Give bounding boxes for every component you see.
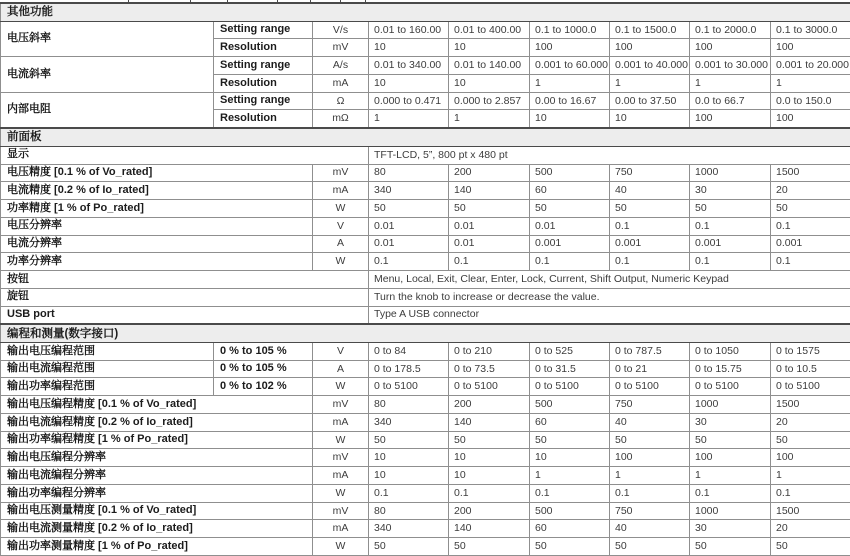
value-cell: 0.1 (690, 253, 771, 271)
spec-table-body (1, 3, 850, 555)
value-cell: 100 (771, 449, 850, 467)
value-cell: 0 to 5100 (449, 378, 530, 396)
row-label: 输出功率编程分辨率 (1, 484, 313, 502)
row-label: 功率精度 [1 % of Po_rated] (1, 200, 313, 218)
full-span-value: Menu, Local, Exit, Clear, Enter, Lock, Current, Shift Output, Numeric Keypad (369, 271, 850, 289)
value-cell: 0 to 15.75 (690, 360, 771, 378)
value-cell: 0.1 to 1000.0 (530, 21, 610, 39)
value-cell: 0.1 (530, 484, 610, 502)
value-cell: 0.01 to 140.00 (449, 57, 530, 75)
value-cell: 0 to 84 (369, 342, 449, 360)
value-cell: 0 to 787.5 (610, 342, 690, 360)
unit-cell: A (313, 235, 369, 253)
row-label: 输出功率编程范围 (1, 378, 214, 396)
value-cell: 0 to 1050 (690, 342, 771, 360)
value-cell: 0 to 525 (530, 342, 610, 360)
table-row (1, 396, 850, 414)
value-cell: 40 (610, 413, 690, 431)
value-cell: 0.1 (369, 253, 449, 271)
value-cell: 0.001 to 60.000 (530, 57, 610, 75)
table-row (1, 164, 850, 182)
row-label: 电压精度 [0.1 % of Vo_rated] (1, 164, 313, 182)
section-header: 前面板 (1, 128, 850, 146)
table-row (1, 288, 850, 306)
value-cell: 50 (610, 431, 690, 449)
value-cell: 50 (771, 431, 850, 449)
sub-label: Resolution (214, 110, 313, 128)
unit-cell: mA (313, 74, 369, 92)
unit-cell: V (313, 342, 369, 360)
value-cell: 0 to 10.5 (771, 360, 850, 378)
value-cell: 60 (530, 182, 610, 200)
value-cell: 1 (530, 467, 610, 485)
value-cell: 200 (449, 396, 530, 414)
value-cell: 0.1 (530, 253, 610, 271)
row-label: 输出电压编程精度 [0.1 % of Vo_rated] (1, 396, 313, 414)
full-span-value: Turn the knob to increase or decrease the value. (369, 288, 850, 306)
value-cell: 0.01 (449, 235, 530, 253)
unit-cell: mA (313, 467, 369, 485)
value-cell: 10 (449, 467, 530, 485)
row-label: 功率分辨率 (1, 253, 313, 271)
value-cell: 0 to 5100 (369, 378, 449, 396)
value-cell: 0.001 (771, 235, 850, 253)
row-label: 输出电流测量精度 [0.2 % of Io_rated] (1, 520, 313, 538)
value-cell: 1 (610, 74, 690, 92)
value-cell: 60 (530, 413, 610, 431)
value-cell: 100 (690, 39, 771, 57)
table-row (1, 92, 850, 110)
value-cell: 80 (369, 502, 449, 520)
value-cell: 10 (369, 467, 449, 485)
row-label: 输出电压编程范围 (1, 342, 214, 360)
table-row (1, 538, 850, 556)
unit-cell: W (313, 484, 369, 502)
value-cell: 0.01 to 160.00 (369, 21, 449, 39)
unit-cell: V (313, 217, 369, 235)
value-cell: 0.00 to 16.67 (530, 92, 610, 110)
value-cell: 0 to 73.5 (449, 360, 530, 378)
section-header: 其他功能 (1, 3, 850, 21)
value-cell: 0.0 to 150.0 (771, 92, 850, 110)
section-header: 编程和测量(数字接口) (1, 324, 850, 342)
table-row (1, 467, 850, 485)
sub-label: Resolution (214, 74, 313, 92)
section-header-row (1, 128, 850, 146)
value-cell: 30 (690, 413, 771, 431)
value-cell: 0.1 to 1500.0 (610, 21, 690, 39)
row-label: 按钮 (1, 271, 369, 289)
full-span-value: TFT-LCD, 5”, 800 pt x 480 pt (369, 146, 850, 164)
unit-cell: W (313, 253, 369, 271)
value-cell: 0.001 (610, 235, 690, 253)
value-cell: 50 (690, 200, 771, 218)
value-cell: 50 (449, 538, 530, 556)
value-cell: 10 (530, 110, 610, 128)
row-label: 电流分辨率 (1, 235, 313, 253)
value-cell: 1 (369, 110, 449, 128)
value-cell: 100 (771, 39, 850, 57)
value-cell: 60 (530, 520, 610, 538)
value-cell: 30 (690, 182, 771, 200)
value-cell: 0.1 (610, 253, 690, 271)
value-cell: 50 (530, 431, 610, 449)
value-cell: 500 (530, 396, 610, 414)
value-cell: 0.01 to 340.00 (369, 57, 449, 75)
value-cell: 100 (530, 39, 610, 57)
value-cell: 40 (610, 520, 690, 538)
value-cell: 1500 (771, 502, 850, 520)
value-cell: 0.1 to 3000.0 (771, 21, 850, 39)
unit-cell: mV (313, 39, 369, 57)
value-cell: 20 (771, 520, 850, 538)
table-row (1, 217, 850, 235)
value-cell: 0.01 (530, 217, 610, 235)
value-cell: 1000 (690, 396, 771, 414)
value-cell: 40 (610, 182, 690, 200)
value-cell: 100 (610, 39, 690, 57)
value-cell: 50 (449, 431, 530, 449)
value-cell: 1500 (771, 396, 850, 414)
unit-cell: W (313, 538, 369, 556)
row-label: 输出电压编程分辨率 (1, 449, 313, 467)
value-cell: 10 (369, 74, 449, 92)
value-cell: 0.1 (449, 484, 530, 502)
section-header-row (1, 3, 850, 21)
value-cell: 10 (449, 74, 530, 92)
value-cell: 30 (690, 520, 771, 538)
value-cell: 0 to 5100 (690, 378, 771, 396)
row-label: 电流斜率 (1, 57, 214, 93)
value-cell: 340 (369, 182, 449, 200)
section-header-row (1, 324, 850, 342)
value-cell: 0 to 5100 (530, 378, 610, 396)
unit-cell: W (313, 431, 369, 449)
sub-label: Resolution (214, 39, 313, 57)
value-cell: 100 (690, 110, 771, 128)
value-cell: 1000 (690, 164, 771, 182)
value-cell: 0.0 to 66.7 (690, 92, 771, 110)
table-row (1, 306, 850, 324)
table-row (1, 413, 850, 431)
value-cell: 140 (449, 413, 530, 431)
value-cell: 0.1 (771, 253, 850, 271)
value-cell: 10 (449, 449, 530, 467)
value-cell: 200 (449, 502, 530, 520)
row-label: 电压斜率 (1, 21, 214, 57)
value-cell: 1 (690, 74, 771, 92)
row-label: 内部电阻 (1, 92, 214, 128)
row-label: 输出电流编程精度 [0.2 % of Io_rated] (1, 413, 313, 431)
value-cell: 0.000 to 2.857 (449, 92, 530, 110)
table-row (1, 182, 850, 200)
value-cell: 0 to 178.5 (369, 360, 449, 378)
value-cell: 80 (369, 396, 449, 414)
unit-cell: mV (313, 502, 369, 520)
value-cell: 500 (530, 164, 610, 182)
value-cell: 0.01 (449, 217, 530, 235)
value-cell: 100 (610, 449, 690, 467)
value-cell: 0.001 to 40.000 (610, 57, 690, 75)
sub-label: Setting range (214, 92, 313, 110)
value-cell: 100 (690, 449, 771, 467)
value-cell: 50 (369, 538, 449, 556)
value-cell: 1 (771, 467, 850, 485)
unit-cell: mV (313, 449, 369, 467)
value-cell: 10 (449, 39, 530, 57)
value-cell: 50 (369, 200, 449, 218)
value-cell: 10 (530, 449, 610, 467)
value-cell: 50 (530, 538, 610, 556)
value-cell: 0.001 (530, 235, 610, 253)
value-cell: 50 (610, 538, 690, 556)
value-cell: 0.001 to 30.000 (690, 57, 771, 75)
value-cell: 140 (449, 182, 530, 200)
value-cell: 0.1 (610, 217, 690, 235)
value-cell: 140 (449, 520, 530, 538)
value-cell: 1 (771, 74, 850, 92)
sub-label: 0 % to 102 % (214, 378, 313, 396)
value-cell: 0.01 to 400.00 (449, 21, 530, 39)
value-cell: 0.1 (369, 484, 449, 502)
value-cell: 0 to 5100 (610, 378, 690, 396)
value-cell: 0.001 to 20.000 (771, 57, 850, 75)
value-cell: 0.1 (449, 253, 530, 271)
table-row (1, 271, 850, 289)
value-cell: 50 (771, 200, 850, 218)
table-row (1, 520, 850, 538)
value-cell: 10 (610, 110, 690, 128)
value-cell: 0.1 (610, 484, 690, 502)
sub-label: Setting range (214, 21, 313, 39)
value-cell: 750 (610, 396, 690, 414)
row-label: 输出电流编程范围 (1, 360, 214, 378)
value-cell: 0.000 to 0.471 (369, 92, 449, 110)
unit-cell: mV (313, 396, 369, 414)
table-row (1, 431, 850, 449)
row-label: 输出电流编程分辨率 (1, 467, 313, 485)
value-cell: 0.1 (690, 484, 771, 502)
unit-cell: V/s (313, 21, 369, 39)
value-cell: 0.01 (369, 235, 449, 253)
table-row (1, 21, 850, 39)
value-cell: 1 (449, 110, 530, 128)
value-cell: 0.00 to 37.50 (610, 92, 690, 110)
value-cell: 340 (369, 413, 449, 431)
row-label: 输出功率测量精度 [1 % of Po_rated] (1, 538, 313, 556)
unit-cell: W (313, 200, 369, 218)
table-row (1, 502, 850, 520)
table-row (1, 360, 850, 378)
value-cell: 50 (771, 538, 850, 556)
unit-cell: A/s (313, 57, 369, 75)
value-cell: 50 (610, 200, 690, 218)
value-cell: 0 to 31.5 (530, 360, 610, 378)
row-label: 电流精度 [0.2 % of Io_rated] (1, 182, 313, 200)
table-row (1, 253, 850, 271)
value-cell: 10 (369, 449, 449, 467)
value-cell: 340 (369, 520, 449, 538)
value-cell: 0 to 5100 (771, 378, 850, 396)
value-cell: 500 (530, 502, 610, 520)
value-cell: 200 (449, 164, 530, 182)
sub-label: Setting range (214, 57, 313, 75)
value-cell: 0 to 1575 (771, 342, 850, 360)
value-cell: 750 (610, 502, 690, 520)
sub-label: 0 % to 105 % (214, 360, 313, 378)
value-cell: 0.1 (771, 217, 850, 235)
value-cell: 80 (369, 164, 449, 182)
value-cell: 10 (369, 39, 449, 57)
value-cell: 50 (690, 431, 771, 449)
row-label: 输出电压测量精度 [0.1 % of Vo_rated] (1, 502, 313, 520)
row-label: USB port (1, 306, 369, 324)
unit-cell: mA (313, 182, 369, 200)
value-cell: 0.1 to 2000.0 (690, 21, 771, 39)
full-span-value: Type A USB connector (369, 306, 850, 324)
table-row (1, 342, 850, 360)
table-row (1, 200, 850, 218)
table-row (1, 484, 850, 502)
value-cell: 50 (369, 431, 449, 449)
table-row (1, 378, 850, 396)
value-cell: 0.1 (771, 484, 850, 502)
table-row (1, 235, 850, 253)
value-cell: 0 to 210 (449, 342, 530, 360)
table-row (1, 146, 850, 164)
unit-cell: mΩ (313, 110, 369, 128)
value-cell: 0.01 (369, 217, 449, 235)
value-cell: 50 (690, 538, 771, 556)
value-cell: 0 to 21 (610, 360, 690, 378)
table-row (1, 449, 850, 467)
unit-cell: mV (313, 164, 369, 182)
value-cell: 0.001 (690, 235, 771, 253)
sub-label: 0 % to 105 % (214, 342, 313, 360)
unit-cell: mA (313, 413, 369, 431)
value-cell: 1500 (771, 164, 850, 182)
value-cell: 0.1 (690, 217, 771, 235)
unit-cell: mA (313, 520, 369, 538)
row-label: 显示 (1, 146, 369, 164)
value-cell: 20 (771, 413, 850, 431)
value-cell: 50 (530, 200, 610, 218)
spec-table (0, 2, 850, 556)
row-label: 输出功率编程精度 [1 % of Po_rated] (1, 431, 313, 449)
value-cell: 50 (449, 200, 530, 218)
value-cell: 1000 (690, 502, 771, 520)
row-label: 旋钮 (1, 288, 369, 306)
unit-cell: A (313, 360, 369, 378)
value-cell: 750 (610, 164, 690, 182)
row-label: 电压分辨率 (1, 217, 313, 235)
value-cell: 1 (530, 74, 610, 92)
table-row (1, 57, 850, 75)
value-cell: 100 (771, 110, 850, 128)
unit-cell: Ω (313, 92, 369, 110)
value-cell: 1 (690, 467, 771, 485)
unit-cell: W (313, 378, 369, 396)
value-cell: 1 (610, 467, 690, 485)
value-cell: 20 (771, 182, 850, 200)
